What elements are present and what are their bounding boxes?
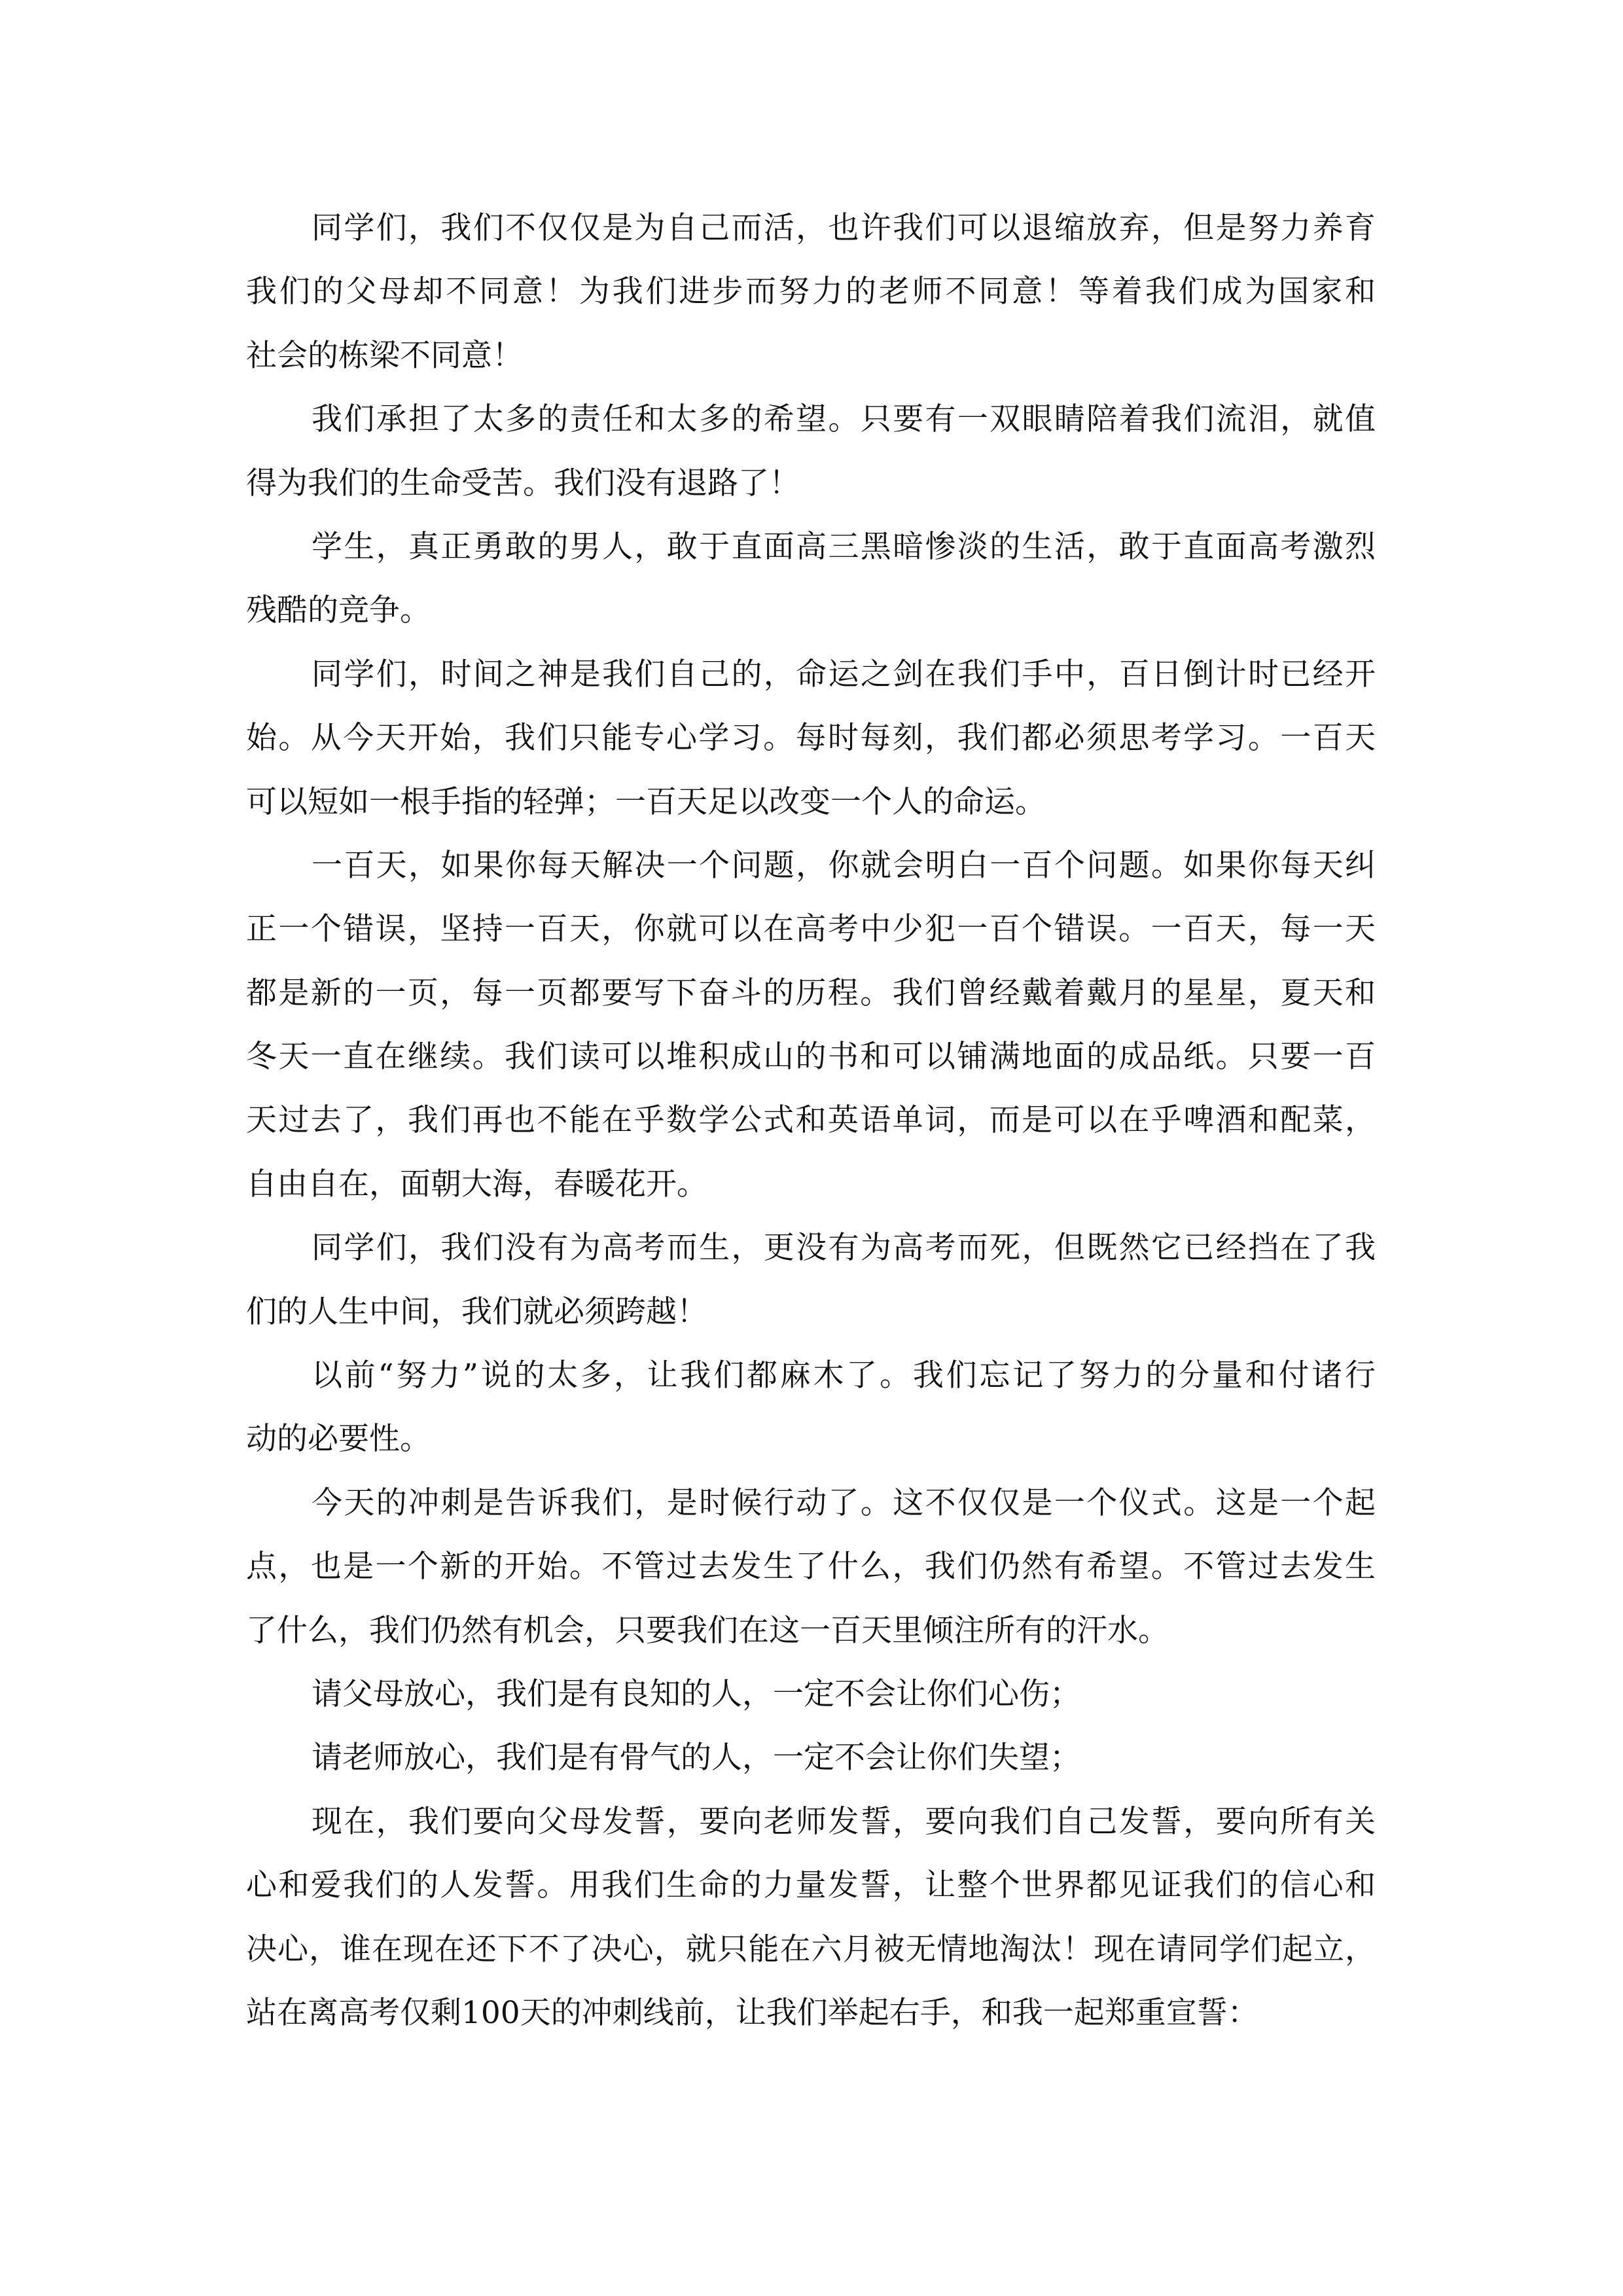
text-line: 了什么，我们仍然有机会，只要我们在这一百天里倾注所有的汗水。 — [246, 1612, 1169, 1649]
paragraph-8 — [246, 1471, 1376, 1662]
document-body — [246, 196, 1376, 2045]
text-line: 正一个错误，坚持一百天，你就可以在高考中少犯一百个错误。一百天，每一天 — [246, 911, 1376, 948]
text-line: 点，也是一个新的开始。不管过去发生了什么，我们仍然有希望。不管过去发生 — [246, 1549, 1376, 1585]
text-line: 天过去了，我们再也不能在乎数学公式和英语单词，而是可以在乎啤酒和配菜， — [246, 1102, 1376, 1139]
text-line: 请父母放心，我们是有良知的人，一定不会让你们心伤； — [312, 1676, 1080, 1712]
paragraph-3 — [246, 515, 1376, 643]
text-line: 得为我们的生命受苦。我们没有退路了！ — [246, 465, 800, 501]
paragraph-7 — [246, 1344, 1376, 1471]
text-line: 我们承担了太多的责任和太多的希望。只要有一双眼睛陪着我们流泪，就值 — [312, 401, 1376, 438]
text-line: 以前“努力”说的太多，让我们都麻木了。我们忘记了努力的分量和付诸行 — [312, 1357, 1376, 1394]
text-line: 现在，我们要向父母发誓，要向老师发誓，要向我们自己发誓，要向所有关 — [312, 1803, 1376, 1840]
text-line: 自由自在，面朝大海，春暖花开。 — [246, 1166, 707, 1202]
paragraph-10 — [246, 1726, 1376, 1789]
paragraph-2 — [246, 387, 1376, 515]
text-line: 站在离高考仅剩100天的冲刺线前，让我们举起右手，和我一起郑重宣誓： — [246, 1994, 1258, 2031]
text-line: 决心，谁在现在还下不了决心，就只能在六月被无情地淘汰！现在请同学们起立， — [246, 1931, 1376, 1967]
text-line: 今天的冲刺是告诉我们，是时候行动了。这不仅仅是一个仪式。这是一个起 — [312, 1484, 1376, 1521]
text-line: 同学们，我们没有为高考而生，更没有为高考而死，但既然它已经挡在了我 — [312, 1230, 1376, 1266]
text-line: 学生，真正勇敢的男人，敢于直面高三黑暗惨淡的生活，敢于直面高考激烈 — [312, 528, 1376, 565]
text-line: 同学们，我们不仅仅是为自己而活，也许我们可以退缩放弃，但是努力养育 — [312, 210, 1376, 246]
text-line: 请老师放心，我们是有骨气的人，一定不会让你们失望； — [312, 1740, 1080, 1776]
text-line: 残酷的竞争。 — [246, 592, 431, 629]
paragraph-4 — [246, 643, 1376, 834]
text-line: 同学们，时间之神是我们自己的，命运之剑在我们手中，百日倒计时已经开 — [312, 656, 1376, 692]
text-line: 动的必要性。 — [246, 1421, 431, 1458]
paragraph-6 — [246, 1216, 1376, 1344]
text-line: 冬天一直在继续。我们读可以堆积成山的书和可以铺满地面的成品纸。只要一百 — [246, 1039, 1376, 1075]
text-line: 始。从今天开始，我们只能专心学习。每时每刻，我们都必须思考学习。一百天 — [246, 720, 1376, 757]
text-line: 一百天，如果你每天解决一个问题，你就会明白一百个问题。如果你每天纠 — [312, 847, 1376, 884]
text-line: 们的人生中间，我们就必须跨越！ — [246, 1293, 707, 1330]
text-line: 可以短如一根手指的轻弹；一百天足以改变一个人的命运。 — [246, 783, 1046, 820]
paragraph-1 — [246, 196, 1376, 387]
text-line: 我们的父母却不同意！为我们进步而努力的老师不同意！等着我们成为国家和 — [246, 274, 1376, 310]
text-line: 都是新的一页，每一页都要写下奋斗的历程。我们曾经戴着戴月的星星，夏天和 — [246, 975, 1376, 1011]
paragraph-5 — [246, 834, 1376, 1216]
paragraph-11 — [246, 1790, 1376, 2045]
text-line: 社会的栋梁不同意！ — [246, 337, 523, 374]
text-line: 心和爱我们的人发誓。用我们生命的力量发誓，让整个世界都见证我们的信心和 — [246, 1867, 1376, 1904]
paragraph-9 — [246, 1662, 1376, 1726]
